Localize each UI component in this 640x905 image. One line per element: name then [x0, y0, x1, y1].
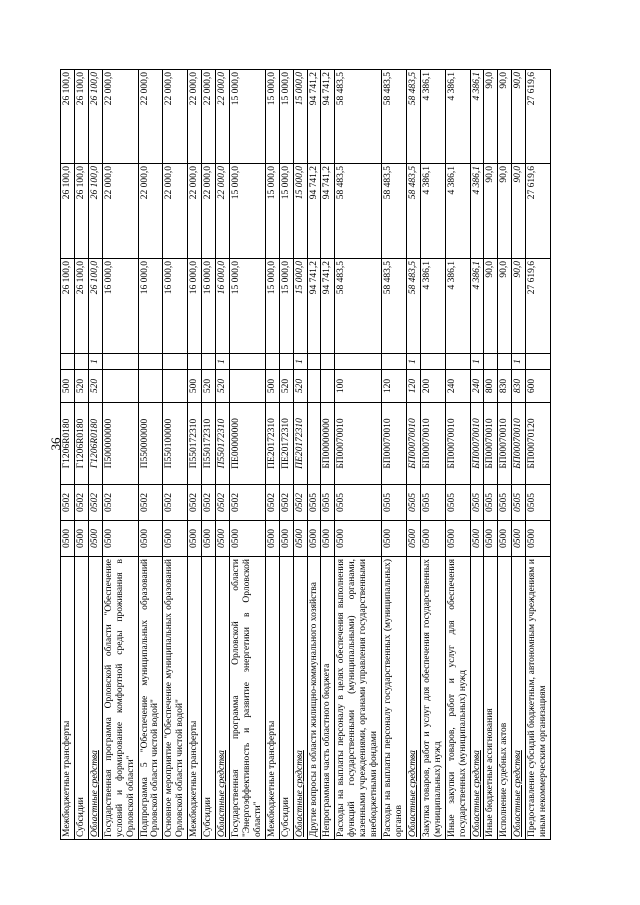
- target-article-code: П550172310: [202, 403, 216, 485]
- table-row: [279, 70, 293, 840]
- budget-table-rotated: [60, 70, 585, 840]
- expense-type-code: 600: [526, 370, 551, 403]
- ministry-code: 0500: [512, 521, 526, 557]
- source-mark: [61, 354, 75, 370]
- table-row: [406, 70, 420, 840]
- section-code: 0505: [335, 485, 382, 521]
- source-mark: [445, 354, 470, 370]
- source-mark: [335, 354, 382, 370]
- expense-type-code: 200: [420, 370, 445, 403]
- target-article-code: Г1206R0180: [88, 403, 102, 485]
- target-article-code: [307, 403, 321, 485]
- row-name: Областные средства: [216, 557, 230, 840]
- amount-1: 16 000,0: [102, 259, 138, 354]
- row-name: Субсидии: [279, 557, 293, 840]
- amount-3: 4 386,1: [420, 70, 445, 164]
- ministry-code: 0500: [88, 521, 102, 557]
- ministry-code: 0500: [420, 521, 445, 557]
- amount-2: 4 386,1: [470, 164, 484, 259]
- amount-1: 94 741,2: [307, 259, 321, 354]
- source-mark: [202, 354, 216, 370]
- amount-1: 58 483,5: [335, 259, 382, 354]
- amount-1: 16 000,0: [188, 259, 202, 354]
- expense-type-code: 830: [512, 370, 526, 403]
- target-article-code: ПЕ20172310: [293, 403, 307, 485]
- row-name: Областные средства: [406, 557, 420, 840]
- row-name: Расходы на выплаты персоналу государственных (муниципальных) органов: [382, 557, 407, 840]
- expense-type-code: 500: [188, 370, 202, 403]
- amount-3: 27 619,6: [526, 70, 551, 164]
- expense-type-code: [321, 370, 335, 403]
- table-row: [61, 70, 75, 840]
- row-name: Основное мероприятие "Обеспечение муниципальных образований Орловской области чистой водой": [163, 557, 188, 840]
- amount-3: 15 000,0: [293, 70, 307, 164]
- section-code: 0505: [406, 485, 420, 521]
- table-row: [335, 70, 382, 840]
- row-name: Исполнение судебных актов: [498, 557, 512, 840]
- expense-type-code: 520: [74, 370, 88, 403]
- amount-1: 4 386,1: [470, 259, 484, 354]
- amount-2: 90,0: [512, 164, 526, 259]
- amount-2: 15 000,0: [279, 164, 293, 259]
- table-row: [163, 70, 188, 840]
- table-row: [88, 70, 102, 840]
- amount-1: 15 000,0: [293, 259, 307, 354]
- table-row: [445, 70, 470, 840]
- table-row: [420, 70, 445, 840]
- source-mark: [229, 354, 265, 370]
- target-article-code: БП00070010: [335, 403, 382, 485]
- amount-3: 58 483,5: [382, 70, 407, 164]
- section-code: 0505: [382, 485, 407, 521]
- row-name: Государственная программа Орловской области "Энергоэффективность и развитие энергетики в Орловской области": [229, 557, 265, 840]
- table-row: [321, 70, 335, 840]
- amount-1: 90,0: [498, 259, 512, 354]
- row-name: Межбюджетные трансферты: [265, 557, 279, 840]
- table-row: [202, 70, 216, 840]
- source-mark: 1: [470, 354, 484, 370]
- amount-3: 15 000,0: [279, 70, 293, 164]
- table-row: [188, 70, 202, 840]
- target-article-code: ПЕ00000000: [229, 403, 265, 485]
- ministry-code: 0500: [102, 521, 138, 557]
- row-name: Подпрограмма 5 "Обеспечение муниципальных образований Орловской области чистой водой": [138, 557, 163, 840]
- amount-3: 26 100,0: [74, 70, 88, 164]
- section-code: 0502: [216, 485, 230, 521]
- expense-type-code: 830: [498, 370, 512, 403]
- row-name: Иные закупки товаров, работ и услуг для обеспечения государственных (муниципальных) нужд: [445, 557, 470, 840]
- source-mark: [74, 354, 88, 370]
- target-article-code: П550000000: [138, 403, 163, 485]
- page-number: 36: [48, 437, 63, 451]
- section-code: 0502: [88, 485, 102, 521]
- table-row: [512, 70, 526, 840]
- section-code: 0502: [293, 485, 307, 521]
- row-name: Субсидии: [74, 557, 88, 840]
- ministry-code: 0500: [265, 521, 279, 557]
- expense-type-code: 500: [265, 370, 279, 403]
- source-mark: [138, 354, 163, 370]
- table-row: [470, 70, 484, 840]
- amount-3: 90,0: [498, 70, 512, 164]
- amount-3: 26 100,0: [88, 70, 102, 164]
- amount-1: 58 483,5: [406, 259, 420, 354]
- amount-2: 22 000,0: [216, 164, 230, 259]
- ministry-code: 0500: [498, 521, 512, 557]
- source-mark: [163, 354, 188, 370]
- amount-3: 4 386,1: [470, 70, 484, 164]
- amount-1: 27 619,6: [526, 259, 551, 354]
- expense-type-code: 240: [470, 370, 484, 403]
- amount-1: 26 100,0: [74, 259, 88, 354]
- amount-3: 58 483,5: [335, 70, 382, 164]
- ministry-code: 0500: [406, 521, 420, 557]
- expense-type-code: [229, 370, 265, 403]
- amount-2: 15 000,0: [293, 164, 307, 259]
- target-article-code: П550172310: [188, 403, 202, 485]
- amount-2: 94 741,2: [321, 164, 335, 259]
- table-row: [74, 70, 88, 840]
- amount-3: 94 741,2: [321, 70, 335, 164]
- source-mark: [484, 354, 498, 370]
- table-row: [484, 70, 498, 840]
- amount-2: 26 100,0: [61, 164, 75, 259]
- amount-1: 26 100,0: [61, 259, 75, 354]
- amount-2: 22 000,0: [102, 164, 138, 259]
- table-row: [307, 70, 321, 840]
- section-code: 0505: [445, 485, 470, 521]
- amount-1: 15 000,0: [265, 259, 279, 354]
- source-mark: 1: [406, 354, 420, 370]
- amount-1: 16 000,0: [138, 259, 163, 354]
- table-row: [229, 70, 265, 840]
- ministry-code: 0500: [382, 521, 407, 557]
- target-article-code: БП00070010: [484, 403, 498, 485]
- expense-type-code: [138, 370, 163, 403]
- section-code: 0502: [61, 485, 75, 521]
- ministry-code: 0500: [307, 521, 321, 557]
- expense-type-code: 520: [202, 370, 216, 403]
- expense-type-code: 800: [484, 370, 498, 403]
- amount-1: 4 386,1: [445, 259, 470, 354]
- row-name: Другие вопросы в области жилищно-коммунального хозяйства: [307, 557, 321, 840]
- row-name: Областные средства: [293, 557, 307, 840]
- amount-2: 22 000,0: [138, 164, 163, 259]
- amount-2: 58 483,5: [335, 164, 382, 259]
- expense-type-code: [102, 370, 138, 403]
- expense-type-code: 520: [216, 370, 230, 403]
- expense-type-code: 520: [293, 370, 307, 403]
- source-mark: [420, 354, 445, 370]
- amount-3: 94 741,2: [307, 70, 321, 164]
- section-code: 0505: [512, 485, 526, 521]
- target-article-code: БП00070010: [382, 403, 407, 485]
- target-article-code: Г1206R0180: [74, 403, 88, 485]
- target-article-code: БП00070010: [498, 403, 512, 485]
- section-code: 0502: [265, 485, 279, 521]
- row-name: Непрограммная часть областного бюджета: [321, 557, 335, 840]
- target-article-code: П500000000: [102, 403, 138, 485]
- amount-3: 22 000,0: [102, 70, 138, 164]
- table-row: [216, 70, 230, 840]
- amount-3: 4 386,1: [445, 70, 470, 164]
- expense-type-code: [307, 370, 321, 403]
- amount-1: 16 000,0: [163, 259, 188, 354]
- amount-3: 22 000,0: [188, 70, 202, 164]
- amount-2: 22 000,0: [163, 164, 188, 259]
- target-article-code: БП00070010: [420, 403, 445, 485]
- target-article-code: БП00000000: [321, 403, 335, 485]
- section-code: 0502: [102, 485, 138, 521]
- amount-1: 58 483,5: [382, 259, 407, 354]
- ministry-code: 0500: [74, 521, 88, 557]
- source-mark: [321, 354, 335, 370]
- source-mark: [307, 354, 321, 370]
- amount-1: 90,0: [484, 259, 498, 354]
- ministry-code: 0500: [229, 521, 265, 557]
- amount-1: 15 000,0: [229, 259, 265, 354]
- ministry-code: 0500: [321, 521, 335, 557]
- target-article-code: БП00070120: [526, 403, 551, 485]
- target-article-code: БП00070010: [445, 403, 470, 485]
- table-row: [293, 70, 307, 840]
- amount-2: 90,0: [484, 164, 498, 259]
- source-mark: [498, 354, 512, 370]
- amount-3: 90,0: [512, 70, 526, 164]
- section-code: 0505: [498, 485, 512, 521]
- section-code: 0502: [279, 485, 293, 521]
- section-code: 0502: [163, 485, 188, 521]
- source-mark: [102, 354, 138, 370]
- row-name: Иные бюджетные ассигнования: [484, 557, 498, 840]
- target-article-code: БП00070010: [470, 403, 484, 485]
- amount-1: 94 741,2: [321, 259, 335, 354]
- ministry-code: 0500: [526, 521, 551, 557]
- amount-2: 27 619,6: [526, 164, 551, 259]
- source-mark: [265, 354, 279, 370]
- source-mark: 1: [88, 354, 102, 370]
- table-row: [102, 70, 138, 840]
- ministry-code: 0500: [138, 521, 163, 557]
- table-row: [498, 70, 512, 840]
- ministry-code: 0500: [470, 521, 484, 557]
- amount-2: 26 100,0: [74, 164, 88, 259]
- section-code: 0502: [229, 485, 265, 521]
- expense-type-code: 100: [335, 370, 382, 403]
- target-article-code: П550100000: [163, 403, 188, 485]
- target-article-code: БП00070010: [406, 403, 420, 485]
- amount-2: 4 386,1: [445, 164, 470, 259]
- table-row: [265, 70, 279, 840]
- ministry-code: 0500: [188, 521, 202, 557]
- row-name: Предоставление субсидий бюджетным, автономным учреждениям и иным некоммерческим организациям: [526, 557, 551, 840]
- expense-type-code: 520: [279, 370, 293, 403]
- section-code: 0505: [420, 485, 445, 521]
- expense-type-code: [163, 370, 188, 403]
- ministry-code: 0500: [61, 521, 75, 557]
- section-code: 0505: [321, 485, 335, 521]
- amount-3: 90,0: [484, 70, 498, 164]
- source-mark: 1: [216, 354, 230, 370]
- expense-type-code: 120: [382, 370, 407, 403]
- target-article-code: ПЕ20172310: [279, 403, 293, 485]
- ministry-code: 0500: [202, 521, 216, 557]
- row-name: Областные средства: [470, 557, 484, 840]
- amount-3: 22 000,0: [163, 70, 188, 164]
- amount-3: 58 483,5: [406, 70, 420, 164]
- amount-2: 15 000,0: [229, 164, 265, 259]
- amount-2: 15 000,0: [265, 164, 279, 259]
- section-code: 0505: [470, 485, 484, 521]
- source-mark: [526, 354, 551, 370]
- section-code: 0505: [307, 485, 321, 521]
- amount-3: 22 000,0: [138, 70, 163, 164]
- row-name: Субсидии: [202, 557, 216, 840]
- target-article-code: БП00070010: [512, 403, 526, 485]
- amount-3: 15 000,0: [265, 70, 279, 164]
- section-code: 0502: [202, 485, 216, 521]
- table-row: [382, 70, 407, 840]
- amount-2: 26 100,0: [88, 164, 102, 259]
- amount-2: 58 483,5: [406, 164, 420, 259]
- amount-1: 15 000,0: [279, 259, 293, 354]
- ministry-code: 0500: [163, 521, 188, 557]
- row-name: Межбюджетные трансферты: [188, 557, 202, 840]
- amount-3: 26 100,0: [61, 70, 75, 164]
- row-name: Закупка товаров, работ и услуг для обеспечения государственных (муниципальных) нужд: [420, 557, 445, 840]
- expense-type-code: 520: [88, 370, 102, 403]
- target-article-code: П550172310: [216, 403, 230, 485]
- ministry-code: 0500: [279, 521, 293, 557]
- ministry-code: 0500: [445, 521, 470, 557]
- amount-1: 90,0: [512, 259, 526, 354]
- amount-2: 90,0: [498, 164, 512, 259]
- amount-2: 94 741,2: [307, 164, 321, 259]
- source-mark: 1: [293, 354, 307, 370]
- table-row: [138, 70, 163, 840]
- source-mark: 1: [512, 354, 526, 370]
- ministry-code: 0500: [216, 521, 230, 557]
- amount-2: 22 000,0: [188, 164, 202, 259]
- target-article-code: ПЕ20172310: [265, 403, 279, 485]
- amount-1: 4 386,1: [420, 259, 445, 354]
- expense-type-code: 240: [445, 370, 470, 403]
- row-name: Государственная программа Орловской области "Обеспечение условий и формирование комфортной среды проживания в Орловской области": [102, 557, 138, 840]
- amount-1: 16 000,0: [202, 259, 216, 354]
- ministry-code: 0500: [293, 521, 307, 557]
- amount-3: 22 000,0: [202, 70, 216, 164]
- ministry-code: 0500: [335, 521, 382, 557]
- section-code: 0502: [74, 485, 88, 521]
- ministry-code: 0500: [484, 521, 498, 557]
- section-code: 0502: [188, 485, 202, 521]
- row-name: Межбюджетные трансферты: [61, 557, 75, 840]
- row-name: Областные средства: [512, 557, 526, 840]
- row-name: Расходы на выплаты персоналу в целях обеспечения выполнения функций государственными (муниципальными) органами, казенными учреждениями, органами управления государственными внебюджетными фондами: [335, 557, 382, 840]
- target-article-code: Г1206R0180: [61, 403, 75, 485]
- budget-table: [60, 69, 551, 840]
- amount-2: 4 386,1: [420, 164, 445, 259]
- amount-1: 26 100,0: [88, 259, 102, 354]
- table-row: [526, 70, 551, 840]
- section-code: 0505: [526, 485, 551, 521]
- source-mark: [188, 354, 202, 370]
- source-mark: [382, 354, 407, 370]
- source-mark: [279, 354, 293, 370]
- amount-1: 16 000,0: [216, 259, 230, 354]
- amount-3: 15 000,0: [229, 70, 265, 164]
- amount-2: 58 483,5: [382, 164, 407, 259]
- amount-3: 22 000,0: [216, 70, 230, 164]
- section-code: 0505: [484, 485, 498, 521]
- expense-type-code: 500: [61, 370, 75, 403]
- row-name: Областные средства: [88, 557, 102, 840]
- amount-2: 22 000,0: [202, 164, 216, 259]
- section-code: 0502: [138, 485, 163, 521]
- expense-type-code: 120: [406, 370, 420, 403]
